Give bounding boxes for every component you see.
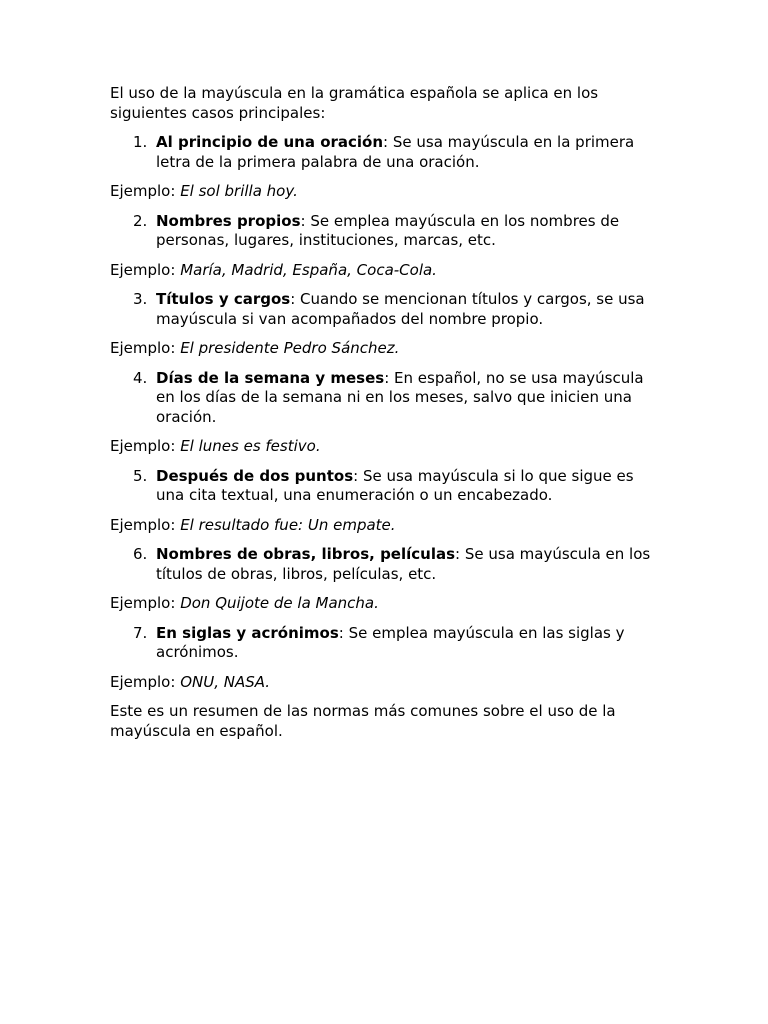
rule-description: : Se usa mayúscula en los títulos de obras, libros, películas, etc. xyxy=(156,545,651,583)
rule-description: : Se emplea mayúscula en las siglas y acrónimos. xyxy=(156,623,625,661)
example-label: Ejemplo: xyxy=(110,672,176,691)
rule-term: Después de dos puntos xyxy=(156,466,354,485)
rule-term: Nombres de obras, libros, películas xyxy=(156,545,456,563)
list-item xyxy=(110,624,655,663)
example-text: María, Madrid, España, Coca-Cola. xyxy=(180,260,437,279)
rule-term: Al principio de una oración xyxy=(156,133,384,151)
example-line xyxy=(110,516,655,536)
list-number: 1. xyxy=(133,133,148,151)
rule-7 xyxy=(110,624,655,693)
list-item xyxy=(110,290,655,329)
list-number: 3. xyxy=(133,290,148,308)
example-text: El resultado fue: Un empate. xyxy=(180,515,396,534)
rule-6 xyxy=(110,545,655,614)
rule-4 xyxy=(110,369,655,457)
rule-description: : Se emplea mayúscula en los nombres de personas, lugares, instituciones, marcas, etc. xyxy=(156,211,620,249)
example-label: Ejemplo: xyxy=(110,182,176,200)
rule-description: : En español, no se usa mayúscula en los días de la semana ni en los meses, salvo que inicien una oración. xyxy=(156,368,644,426)
example-text: Don Quijote de la Mancha. xyxy=(180,594,379,612)
rule-term: Nombres propios xyxy=(156,211,301,230)
example-text: ONU, NASA. xyxy=(180,672,271,691)
list-item xyxy=(110,545,655,584)
example-label: Ejemplo: xyxy=(110,260,176,279)
example-label: Ejemplo: xyxy=(110,339,176,357)
list-item xyxy=(110,133,655,172)
example-line xyxy=(110,673,655,693)
example-text: El presidente Pedro Sánchez. xyxy=(180,339,400,357)
list-number: 5. xyxy=(133,466,148,485)
rule-term: Títulos y cargos xyxy=(156,290,291,308)
list-item xyxy=(110,467,655,506)
rule-term: En siglas y acrónimos xyxy=(156,623,339,642)
example-text: El lunes es festivo. xyxy=(180,437,321,455)
example-label: Ejemplo: xyxy=(110,437,176,455)
example-line xyxy=(110,182,655,202)
document-page xyxy=(110,84,655,751)
example-label: Ejemplo: xyxy=(110,515,176,534)
example-line xyxy=(110,437,655,457)
list-number: 4. xyxy=(133,368,148,387)
rule-2 xyxy=(110,212,655,281)
rule-1 xyxy=(110,133,655,202)
rule-5 xyxy=(110,467,655,536)
intro-paragraph: El uso de la mayúscula en la gramática española se aplica en los siguientes casos principales: xyxy=(110,84,599,122)
list-item xyxy=(110,212,655,251)
list-number: 7. xyxy=(133,623,148,642)
example-label: Ejemplo: xyxy=(110,594,176,612)
rule-description: : Se usa mayúscula si lo que sigue es una cita textual, una enumeración o un encabezado. xyxy=(156,466,634,504)
example-line xyxy=(110,594,655,614)
rule-term: Días de la semana y meses xyxy=(156,368,385,387)
rule-description: : Se usa mayúscula en la primera letra de la primera palabra de una oración. xyxy=(156,133,635,171)
example-line xyxy=(110,339,655,359)
closing-paragraph: Este es un resumen de las normas más comunes sobre el uso de la mayúscula en español. xyxy=(110,702,616,740)
rule-3 xyxy=(110,290,655,359)
list-number: 2. xyxy=(133,211,148,230)
list-item xyxy=(110,369,655,428)
rule-description: : Cuando se mencionan títulos y cargos, se usa mayúscula si van acompañados del nombre propio. xyxy=(156,290,645,328)
example-text: El sol brilla hoy. xyxy=(180,182,298,200)
list-number: 6. xyxy=(133,545,148,563)
example-line xyxy=(110,261,655,281)
